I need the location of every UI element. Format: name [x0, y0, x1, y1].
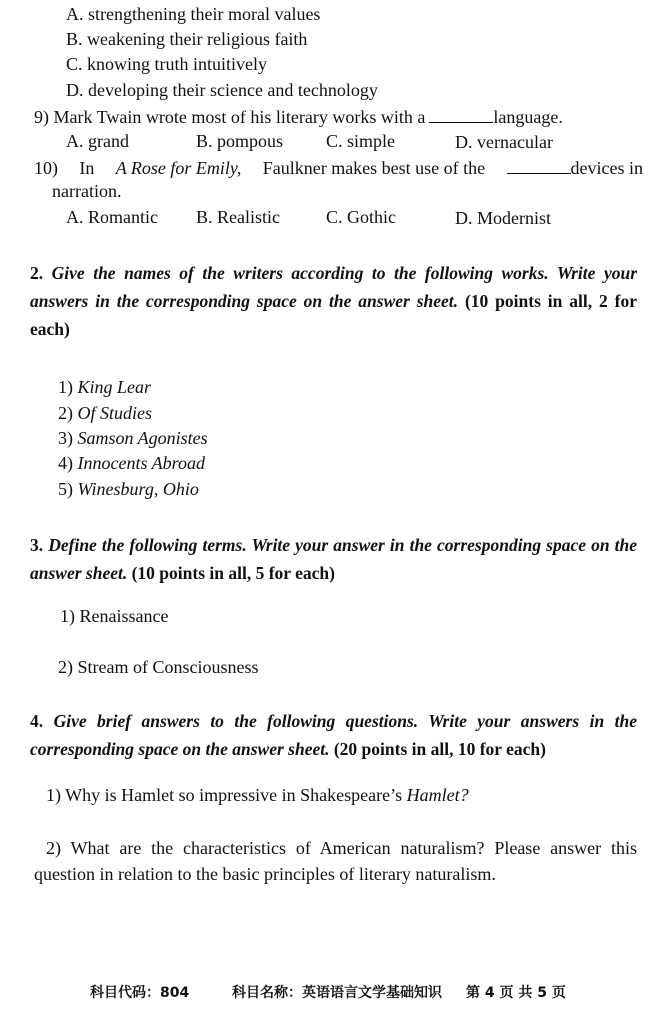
q9-option-a: A. grand: [66, 131, 129, 151]
q9-stem-prefix: 9) Mark Twain wrote most of his literary works with a: [34, 107, 426, 127]
q9-answer-blank: [429, 106, 493, 123]
work-item-2: [58, 403, 649, 425]
q8-option-c: C. knowing truth intuitively: [66, 54, 267, 74]
work-item-5: [58, 479, 649, 501]
section-4-number: 4.: [30, 711, 44, 731]
q9-option-c: C. simple: [326, 131, 396, 151]
section-3-heading: [30, 531, 637, 587]
section-3-points: (10 points in all, 5 for each): [131, 563, 335, 583]
term-item-1: 1) Renaissance: [60, 606, 169, 626]
q10-answer-blank: [507, 157, 571, 174]
question-item-1: [46, 785, 649, 807]
footer-page-number: 第 4 页 共 5 页: [466, 985, 566, 1001]
section-2-points: (10 points in all, 2 for each): [30, 291, 637, 339]
section-3-instruction: Define the following terms. Write your answer in the corresponding space on the answer sheet.: [30, 535, 638, 583]
term-item-2: 2) Stream of Consciousness: [58, 657, 259, 677]
q9-stem-suffix: language.: [493, 107, 563, 127]
q8-option-b: B. weakening their religious faith: [66, 29, 308, 49]
section-2-heading: [30, 259, 637, 343]
question-item-2: 2) What are the characteristics of American naturalism? Please answer this question in relation to the basic principles of literary naturalism.: [34, 838, 637, 884]
q9-option-b: B. pompous: [196, 131, 284, 151]
work-item-number: 1): [58, 377, 73, 397]
question-1-title: Hamlet?: [406, 785, 469, 805]
work-item-1: [58, 377, 649, 399]
q10-in: In: [79, 158, 95, 178]
section-4-points: (20 points in all, 10 for each): [333, 739, 546, 759]
q9-option-d: D. vernacular: [455, 132, 553, 152]
work-title: Winesburg, Ohio: [77, 479, 199, 499]
work-title: King Lear: [77, 377, 152, 397]
section-2-instruction: Give the names of the writers according to the following works. Write your answers in the corresponding space on the answer sheet.: [30, 263, 638, 311]
footer-subject-code: 科目代码：804: [90, 985, 190, 1001]
work-title: Samson Agonistes: [77, 428, 208, 448]
q10-option-c: C. Gothic: [326, 207, 396, 227]
section-2-number: 2.: [30, 263, 44, 283]
q8-option-a: A. strengthening their moral values: [66, 4, 321, 24]
q8-option-d: D. developing their science and technology: [66, 80, 378, 100]
question-1-text: 1) Why is Hamlet so impressive in Shakespeare’s: [46, 785, 403, 805]
q10-stem-continuation: narration.: [52, 181, 122, 201]
section-4-heading: [30, 707, 637, 763]
q9-stem: [34, 106, 649, 129]
work-item-number: 5): [58, 479, 73, 499]
q10-middle: Faulkner makes best use of the: [262, 158, 486, 178]
q10-stem: [34, 157, 643, 180]
q10-work-title: A Rose for Emily,: [115, 158, 242, 178]
q10-option-a: A. Romantic: [66, 207, 158, 227]
section-4-instruction: Give brief answers to the following questions. Write your answers in the corresponding space on the answer sheet.: [30, 711, 637, 759]
work-title: Of Studies: [77, 403, 152, 423]
work-item-number: 4): [58, 453, 73, 473]
work-item-number: 3): [58, 428, 73, 448]
section-3-number: 3.: [30, 535, 44, 555]
q10-option-b: B. Realistic: [196, 207, 280, 227]
work-item-3: [58, 428, 649, 450]
footer-subject-name: 科目名称：英语语言文学基础知识: [232, 985, 442, 1001]
q10-number: 10): [34, 158, 58, 178]
q10-option-d: D. Modernist: [455, 208, 551, 228]
work-item-4: [58, 453, 649, 475]
work-title: Innocents Abroad: [77, 453, 205, 473]
q10-suffix: devices in: [570, 158, 643, 178]
work-item-number: 2): [58, 403, 73, 423]
